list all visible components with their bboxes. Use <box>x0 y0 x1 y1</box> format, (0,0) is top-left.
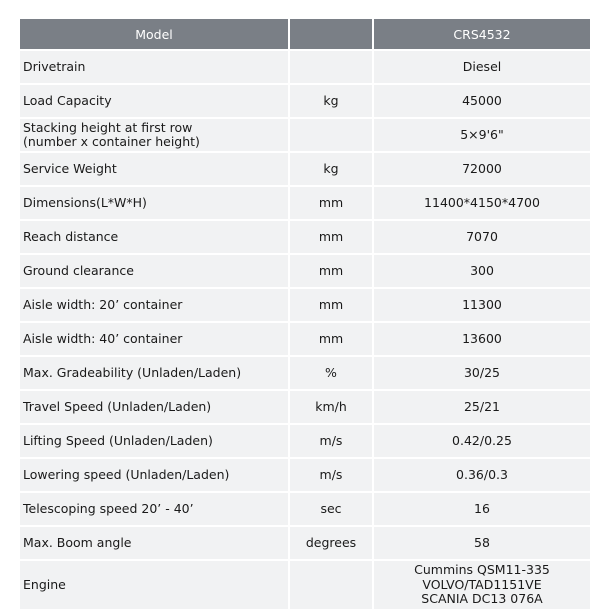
spec-value: 0.42/0.25 <box>374 425 590 457</box>
spec-name-line: Stacking height at first row <box>23 119 193 135</box>
spec-value: 30/25 <box>374 357 590 389</box>
spec-name: Aisle width: 40’ container <box>20 323 288 355</box>
spec-value: 58 <box>374 527 590 559</box>
spec-value: 11400*4150*4700 <box>374 187 590 219</box>
spec-value: 7070 <box>374 221 590 253</box>
spec-value: 300 <box>374 255 590 287</box>
table-row <box>20 391 590 423</box>
spec-unit: m/s <box>290 425 372 457</box>
spec-value: 11300 <box>374 289 590 321</box>
header-unit-label <box>290 19 372 49</box>
spec-value-line: Cummins QSM11-335 <box>414 562 550 578</box>
spec-value: 16 <box>374 493 590 525</box>
specifications-table <box>18 17 592 611</box>
table-row <box>20 119 590 151</box>
spec-value: 13600 <box>374 323 590 355</box>
spec-unit: mm <box>290 187 372 219</box>
table-row <box>20 153 590 185</box>
header-model-value: CRS4532 <box>374 19 590 49</box>
spec-value-line: SCANIA DC13 076A <box>421 591 543 607</box>
header-row <box>20 19 590 49</box>
spec-value-line: VOLVO/TAD1151VE <box>422 576 542 592</box>
table-row <box>20 255 590 287</box>
table-row <box>20 187 590 219</box>
spec-unit: mm <box>290 289 372 321</box>
spec-value: 0.36/0.3 <box>374 459 590 491</box>
spec-unit: km/h <box>290 391 372 423</box>
table-row <box>20 493 590 525</box>
spec-unit <box>290 51 372 83</box>
spec-name: Aisle width: 20’ container <box>20 289 288 321</box>
spec-unit <box>290 119 372 151</box>
spec-name-line: (number x container height) <box>23 134 200 149</box>
spec-name: Travel Speed (Unladen/Laden) <box>20 391 288 423</box>
table-row <box>20 561 590 609</box>
spec-value: 72000 <box>374 153 590 185</box>
spec-value: Diesel <box>374 51 590 83</box>
spec-unit: degrees <box>290 527 372 559</box>
spec-unit: mm <box>290 255 372 287</box>
spec-name: Max. Gradeability (Unladen/Laden) <box>20 357 288 389</box>
table-row <box>20 527 590 559</box>
table-row <box>20 221 590 253</box>
spec-name: Max. Boom angle <box>20 527 288 559</box>
spec-value: 45000 <box>374 85 590 117</box>
spec-name: Reach distance <box>20 221 288 253</box>
spec-unit: mm <box>290 221 372 253</box>
spec-unit <box>290 561 372 609</box>
spec-unit: m/s <box>290 459 372 491</box>
table-row <box>20 425 590 457</box>
spec-value: 25/21 <box>374 391 590 423</box>
spec-name: Ground clearance <box>20 255 288 287</box>
spec-value: 5×9'6" <box>374 119 590 151</box>
spec-name: Dimensions(L*W*H) <box>20 187 288 219</box>
spec-unit: kg <box>290 153 372 185</box>
spec-name: Lowering speed (Unladen/Laden) <box>20 459 288 491</box>
table-row <box>20 289 590 321</box>
spec-name: Load Capacity <box>20 85 288 117</box>
header-model-label: Model <box>20 19 288 49</box>
spec-name: Service Weight <box>20 153 288 185</box>
spec-name: Drivetrain <box>20 51 288 83</box>
spec-name <box>20 119 288 151</box>
spec-unit: % <box>290 357 372 389</box>
table-row <box>20 459 590 491</box>
spec-name: Telescoping speed 20’ - 40’ <box>20 493 288 525</box>
spec-unit: kg <box>290 85 372 117</box>
table-row <box>20 51 590 83</box>
table-row <box>20 357 590 389</box>
spec-value <box>374 561 590 609</box>
spec-unit: mm <box>290 323 372 355</box>
spec-name: Lifting Speed (Unladen/Laden) <box>20 425 288 457</box>
spec-unit: sec <box>290 493 372 525</box>
table-row <box>20 85 590 117</box>
table-row <box>20 323 590 355</box>
spec-name: Engine <box>20 561 288 609</box>
